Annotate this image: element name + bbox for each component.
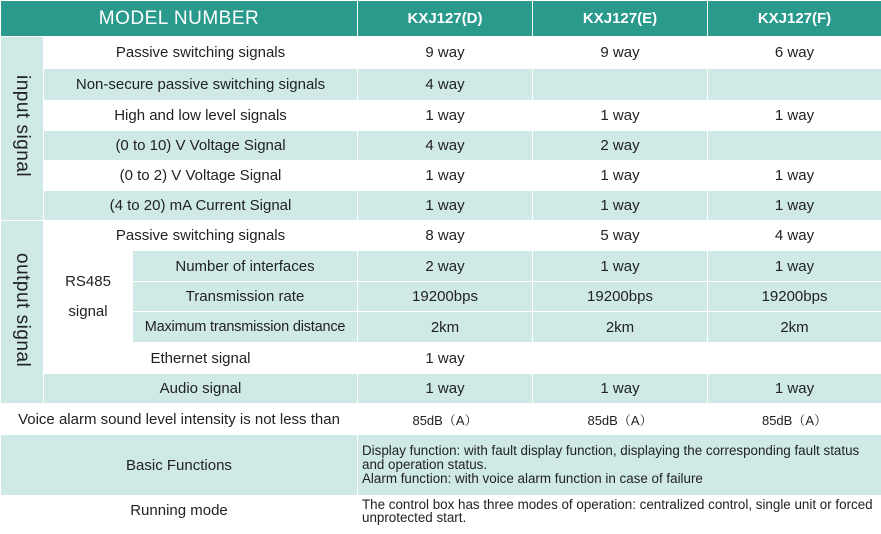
value-d: 1 way: [358, 161, 533, 191]
value-d: 4 way: [358, 131, 533, 161]
value-d: 2 way: [358, 251, 533, 282]
running-mode-text: The control box has three modes of operation: centralized control, single unit or forced unprotected start.: [358, 496, 881, 526]
model-e-header: KXJ127(E): [533, 1, 708, 37]
row-label: Audio signal: [44, 374, 358, 404]
table-row: [1, 101, 881, 131]
row-label: Transmission rate: [133, 282, 358, 312]
row-label: Ethernet signal: [44, 343, 358, 374]
value-e: 9 way: [533, 37, 708, 69]
value-e: 85dB（A）: [533, 404, 708, 435]
value-f: [708, 131, 881, 161]
value-f: 1 way: [708, 161, 881, 191]
row-label: (0 to 10) V Voltage Signal: [44, 131, 358, 161]
input-signal-group: [1, 37, 44, 221]
value-f: [708, 343, 881, 374]
value-f: 6 way: [708, 37, 881, 69]
alarm-function-text: Alarm function: with voice alarm function in case of failure: [362, 471, 703, 486]
table-row: [1, 191, 881, 221]
value-d: 1 way: [358, 374, 533, 404]
input-signal-label: input signal: [12, 75, 33, 178]
value-e: [533, 69, 708, 101]
value-f: 2km: [708, 312, 881, 343]
table-row: [1, 69, 881, 101]
header-row: [1, 1, 881, 37]
table-row: [1, 312, 881, 343]
row-label: Voice alarm sound level intensity is not less than: [1, 404, 358, 435]
table-row: [1, 251, 881, 282]
value-e: 1 way: [533, 161, 708, 191]
value-d: 4 way: [358, 69, 533, 101]
value-f: 19200bps: [708, 282, 881, 312]
value-f: 1 way: [708, 191, 881, 221]
value-f: 1 way: [708, 251, 881, 282]
table-row: [1, 37, 881, 69]
value-e: 1 way: [533, 101, 708, 131]
table-row: [1, 161, 881, 191]
value-f: 1 way: [708, 101, 881, 131]
basic-functions-text: [358, 435, 881, 496]
output-signal-label: output signal: [12, 252, 33, 368]
value-e: 1 way: [533, 374, 708, 404]
table-row: [1, 496, 881, 526]
display-function-text: Display function: with fault display function, displaying the corresponding fault status and operation status.: [362, 443, 860, 472]
value-e: 1 way: [533, 251, 708, 282]
value-d: 85dB（A）: [358, 404, 533, 435]
row-label: Number of interfaces: [133, 251, 358, 282]
output-signal-group: [1, 221, 44, 404]
row-label: (4 to 20) mA Current Signal: [44, 191, 358, 221]
value-e: 5 way: [533, 221, 708, 251]
table-row: [1, 343, 881, 374]
value-f: [708, 69, 881, 101]
value-d: 9 way: [358, 37, 533, 69]
rs485-label: RS485: [65, 272, 111, 290]
model-d-header: KXJ127(D): [358, 1, 533, 37]
row-label: (0 to 2) V Voltage Signal: [44, 161, 358, 191]
table-row: [1, 374, 881, 404]
value-f: 1 way: [708, 374, 881, 404]
rs485-group: [44, 251, 133, 343]
row-label: Basic Functions: [1, 435, 358, 496]
value-e: 2 way: [533, 131, 708, 161]
value-d: 1 way: [358, 191, 533, 221]
table-row: [1, 221, 881, 251]
value-d: 19200bps: [358, 282, 533, 312]
model-number-header: MODEL NUMBER: [1, 1, 358, 37]
value-d: 1 way: [358, 101, 533, 131]
row-label: Passive switching signals: [44, 37, 358, 69]
value-e: 19200bps: [533, 282, 708, 312]
value-d: 8 way: [358, 221, 533, 251]
row-label: Passive switching signals: [44, 221, 358, 251]
row-label: High and low level signals: [44, 101, 358, 131]
table-row: [1, 435, 881, 496]
rs485-signal-label: signal: [68, 302, 108, 320]
table-row: [1, 131, 881, 161]
value-d: 2km: [358, 312, 533, 343]
value-e: 1 way: [533, 191, 708, 221]
table-row: [1, 282, 881, 312]
model-f-header: KXJ127(F): [708, 1, 881, 37]
row-label: Non-secure passive switching signals: [44, 69, 358, 101]
value-f: 4 way: [708, 221, 881, 251]
value-f: 85dB（A）: [708, 404, 881, 435]
row-label: Maximum transmission distance: [133, 312, 358, 343]
row-label: Running mode: [1, 496, 358, 526]
value-d: 1 way: [358, 343, 533, 374]
table-row: [1, 404, 881, 435]
value-e: 2km: [533, 312, 708, 343]
value-e: [533, 343, 708, 374]
